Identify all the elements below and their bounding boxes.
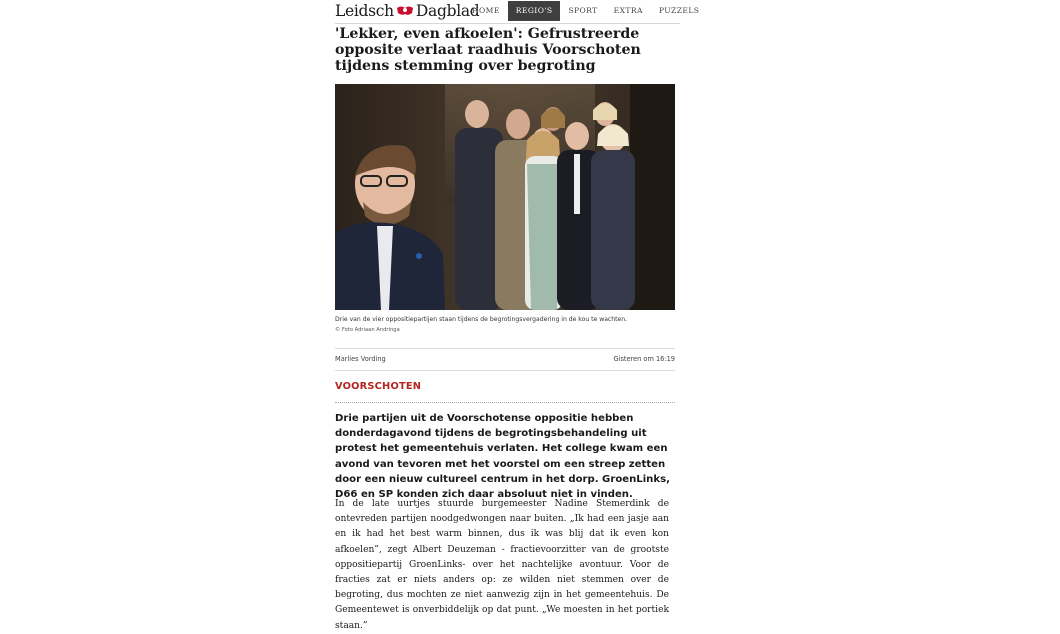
article-photo[interactable] [335,84,675,310]
crest-icon [396,5,414,17]
nav-extra[interactable]: EXTRA [613,6,643,15]
article-column [335,0,700,631]
author-name[interactable]: Marlies Vording [335,355,386,363]
article-meta [335,355,675,365]
main-nav [464,1,707,21]
nav-home[interactable]: HOME [472,6,500,15]
article-body: In de late uurtjes stuurde burgemeester Nadine Stemerdink de ontevreden partijen noodgedwongen naar buiten. „Ik had een jasje aan en ik had het best warm binnen, dus ik was blij dat ik even kon afkoelen”, zegt Albert Deuzeman - fractievoorzitter van de grootste oppositiepartij GroenLinks- over het nachtelijke avontuur. Voor de fracties zat er niets anders op: ze wilden niet stemmen over de begroting, dus mochten ze niet aanwezig zijn in het gemeentehuis. De Gemeentewet is onverbiddelijk op dat punt. „We moesten in het portiek staan.” [335,499,669,631]
article-title: 'Lekker, even afkoelen': Gefrustreerde opposite verlaat raadhuis Voorschoten tijdens stemming over begroting [335,26,641,75]
photo-credit: © Foto Adriaan Andringa [335,327,400,333]
meta-top-divider [335,348,675,349]
meta-bottom-divider [335,370,675,371]
nav-puzzels[interactable]: PUZZELS [658,6,700,15]
site-header [335,0,700,24]
nav-regios[interactable]: REGIO'S [508,1,561,21]
logo-text-left: Leidsch [335,2,394,20]
kicker-divider [335,402,675,403]
logo-text-right: Dagblad [415,2,480,20]
location-kicker[interactable]: VOORSCHOTEN [335,381,422,392]
article-lead: Drie partijen uit de Voorschotense oppositie hebben donderdagavond tijdens de begrotingsbehandeling uit protest het gemeentehuis verlaten. Het college kwam een avond van tevoren met het voorstel om een streep zetten door een nieuw cultureel centrum in het dorp. GroenLinks, D66 en SP konden zich daar absoluut niet in vinden. [335,413,670,501]
photo-caption: Drie van de vier oppositiepartijen staan tijdens de begrotingsvergadering in de kou te wachten. [335,316,628,323]
nav-sport[interactable]: SPORT [568,6,598,15]
site-logo[interactable] [335,1,479,21]
publish-time: Gisteren om 16:19 [613,355,675,363]
